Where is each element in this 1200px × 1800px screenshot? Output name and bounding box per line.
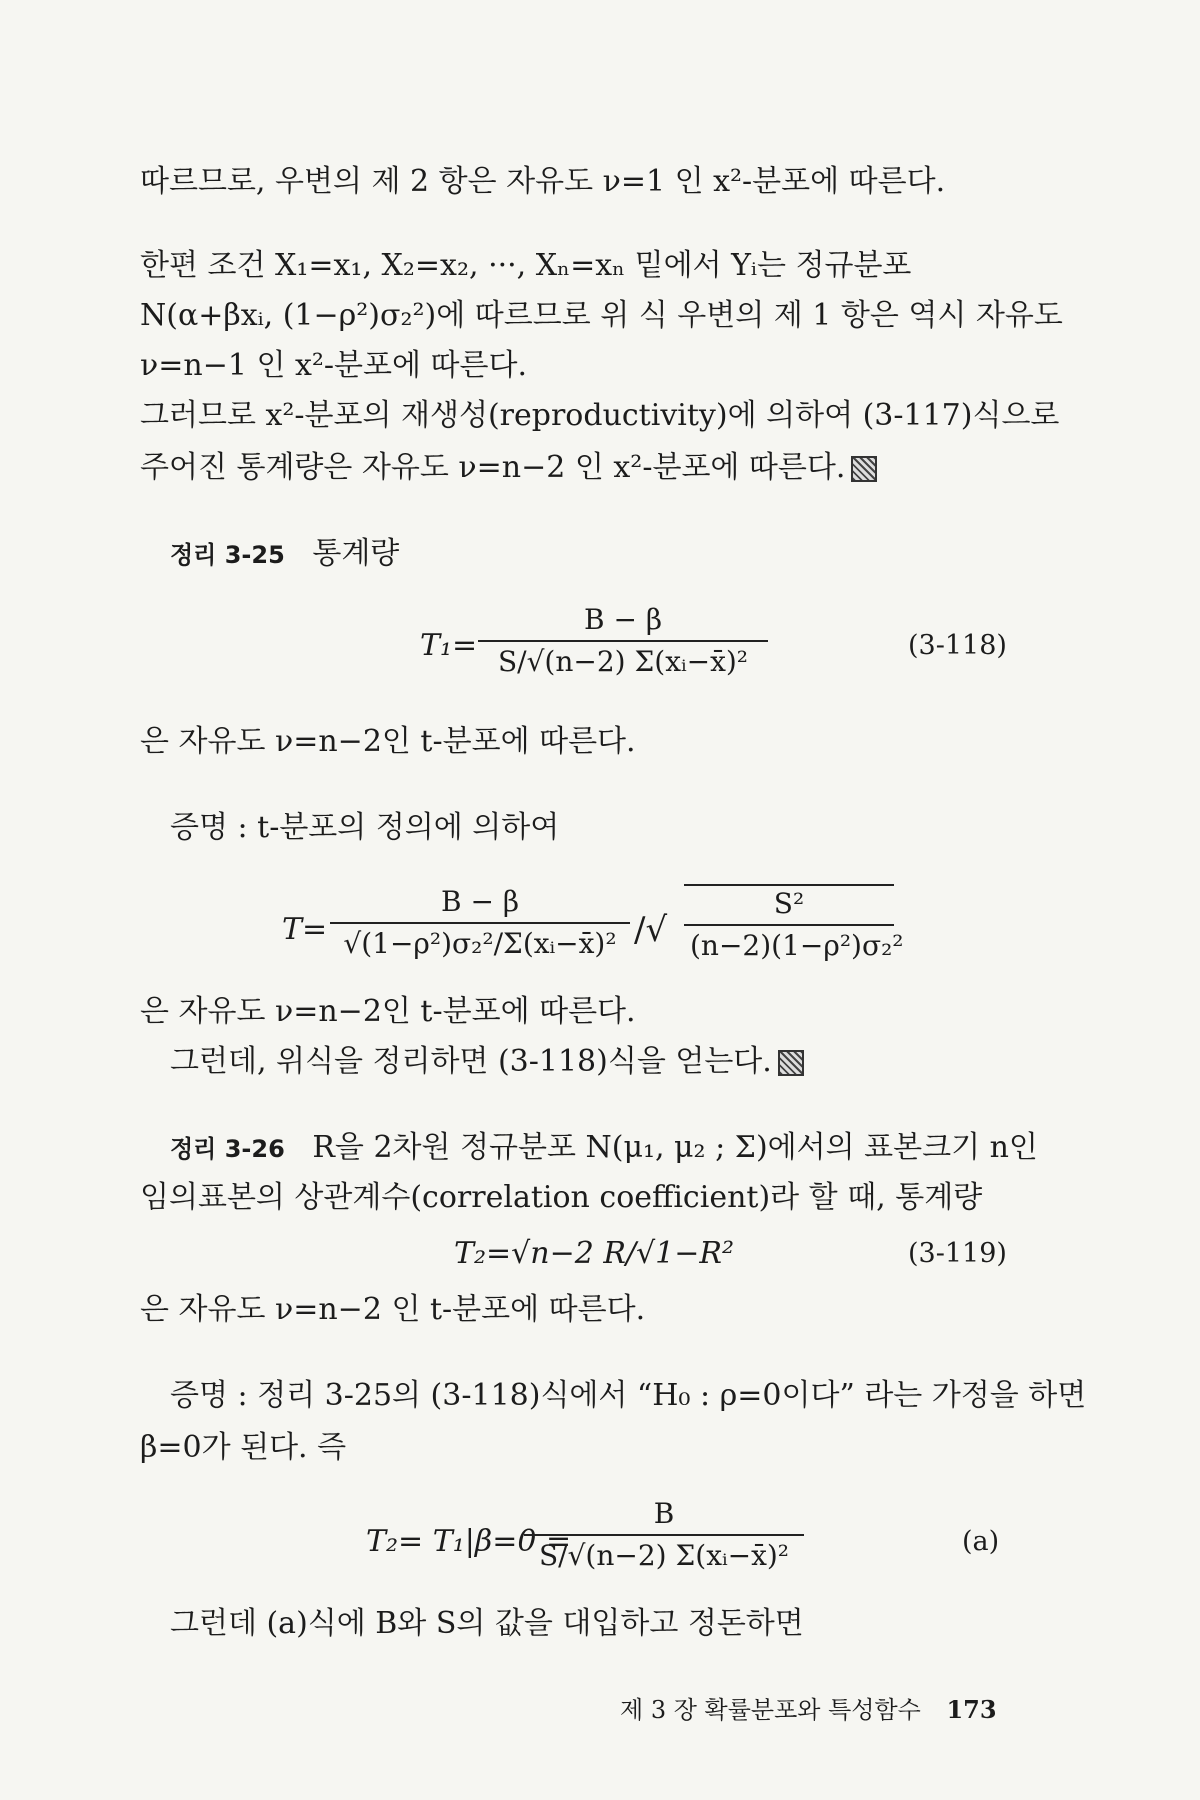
qed-mark-icon — [778, 1050, 804, 1076]
eqa-numerator: B — [653, 1497, 675, 1530]
proof-1-heading: 증명 : t-분포의 정의에 의하여 — [170, 810, 560, 845]
theorem-3-26-line-1 — [170, 1128, 1038, 1169]
eq118-denominator: S/√(n−2) Σ(xᵢ−x̄)² — [497, 645, 749, 678]
proof-1-line-3-content: 그런데, 위식을 정리하면 (3-118)식을 얻는다. — [170, 1044, 772, 1079]
eqT-numerator-2: S² — [773, 887, 805, 920]
running-footer — [620, 1694, 997, 1726]
theorem-3-26-conclusion: 은 자유도 ν=n−2 인 t-분포에 따른다. — [140, 1292, 646, 1327]
eqT-numerator: B − β — [440, 885, 520, 918]
text-line-6-content: 주어진 통계량은 자유도 ν=n−2 인 x²-분포에 따른다. — [140, 450, 846, 485]
chapter-title: 제 3 장 확률분포와 특성함수 — [620, 1696, 921, 1724]
eqT-denominator: √(1−ρ²)σ₂²/Σ(xᵢ−x̄)² — [343, 927, 617, 960]
theorem-label: 정리 3-26 — [170, 1135, 285, 1163]
qed-mark-icon — [851, 456, 877, 482]
eq119-number: (3-119) — [908, 1238, 1007, 1269]
eqT-fraction-2 — [684, 884, 904, 964]
theorem-text: 통계량 — [312, 536, 400, 571]
theorem-3-25-conclusion: 은 자유도 ν=n−2인 t-분포에 따른다. — [140, 724, 636, 759]
text-line-1: 따르므로, 우변의 제 2 항은 자유도 ν=1 인 x²-분포에 따른다. — [140, 164, 946, 199]
theorem-text: R을 2차원 정규분포 N(μ₁, μ₂ ; Σ)에서의 표본크기 n인 — [312, 1130, 1038, 1165]
eqa-number: (a) — [962, 1526, 1000, 1557]
proof-2-line-1: 증명 : 정리 3-25의 (3-118)식에서 “H₀ : ρ=0이다” 라는 가정을 하면 — [170, 1378, 1087, 1413]
text-line-5: 그러므로 x²-분포의 재생성(reproductivity)에 의하여 (3-117)식으로 — [140, 398, 1060, 433]
eq118-fraction — [478, 602, 768, 680]
eq119: T₂=√n−2 R/√1−R² — [454, 1236, 735, 1271]
eq118-numerator: B − β — [583, 603, 663, 636]
last-line: 그런데 (a)식에 B와 S의 값을 대입하고 정돈하면 — [170, 1606, 804, 1641]
fraction-bar — [478, 640, 768, 642]
fraction-bar — [330, 922, 630, 924]
theorem-3-25-heading — [170, 534, 399, 575]
eqT-denominator-2: (n−2)(1−ρ²)σ₂² — [690, 929, 904, 962]
eqT-lhs: T= — [282, 912, 328, 947]
theorem-label: 정리 3-25 — [170, 541, 285, 569]
fraction-bar — [684, 924, 894, 926]
proof-1-line-3 — [170, 1042, 804, 1082]
eqa-denominator: S/√(n−2) Σ(xᵢ−x̄)² — [538, 1539, 790, 1572]
theorem-3-26-line-2: 임의표본의 상관계수(correlation coefficient)라 할 때, 통계량 — [140, 1180, 983, 1215]
eqa-fraction — [524, 1496, 804, 1574]
eqa-lhs: T₂= T₁|β=0 = — [366, 1524, 572, 1559]
text-line-3: N(α+βxᵢ, (1−ρ²)σ₂²)에 따르므로 위 식 우변의 제 1 항은 역시 자유도 — [140, 298, 1063, 333]
text-line-2: 한편 조건 X₁=x₁, X₂=x₂, ···, Xₙ=xₙ 밑에서 Yᵢ는 정규분포 — [140, 248, 912, 283]
proof-1-line-2: 은 자유도 ν=n−2인 t-분포에 따른다. — [140, 994, 636, 1029]
eq118-number: (3-118) — [908, 630, 1007, 661]
eq118-lhs: T₁= — [420, 628, 478, 663]
text-line-4: ν=n−1 인 x²-분포에 따른다. — [140, 348, 528, 383]
eqT-separator: /√ — [634, 910, 668, 950]
proof-2-line-2: β=0가 된다. 즉 — [140, 1430, 347, 1465]
fraction-bar — [524, 1534, 804, 1536]
text-line-6 — [140, 448, 877, 488]
page-number: 173 — [946, 1695, 997, 1724]
eqT-fraction-1 — [330, 884, 630, 962]
